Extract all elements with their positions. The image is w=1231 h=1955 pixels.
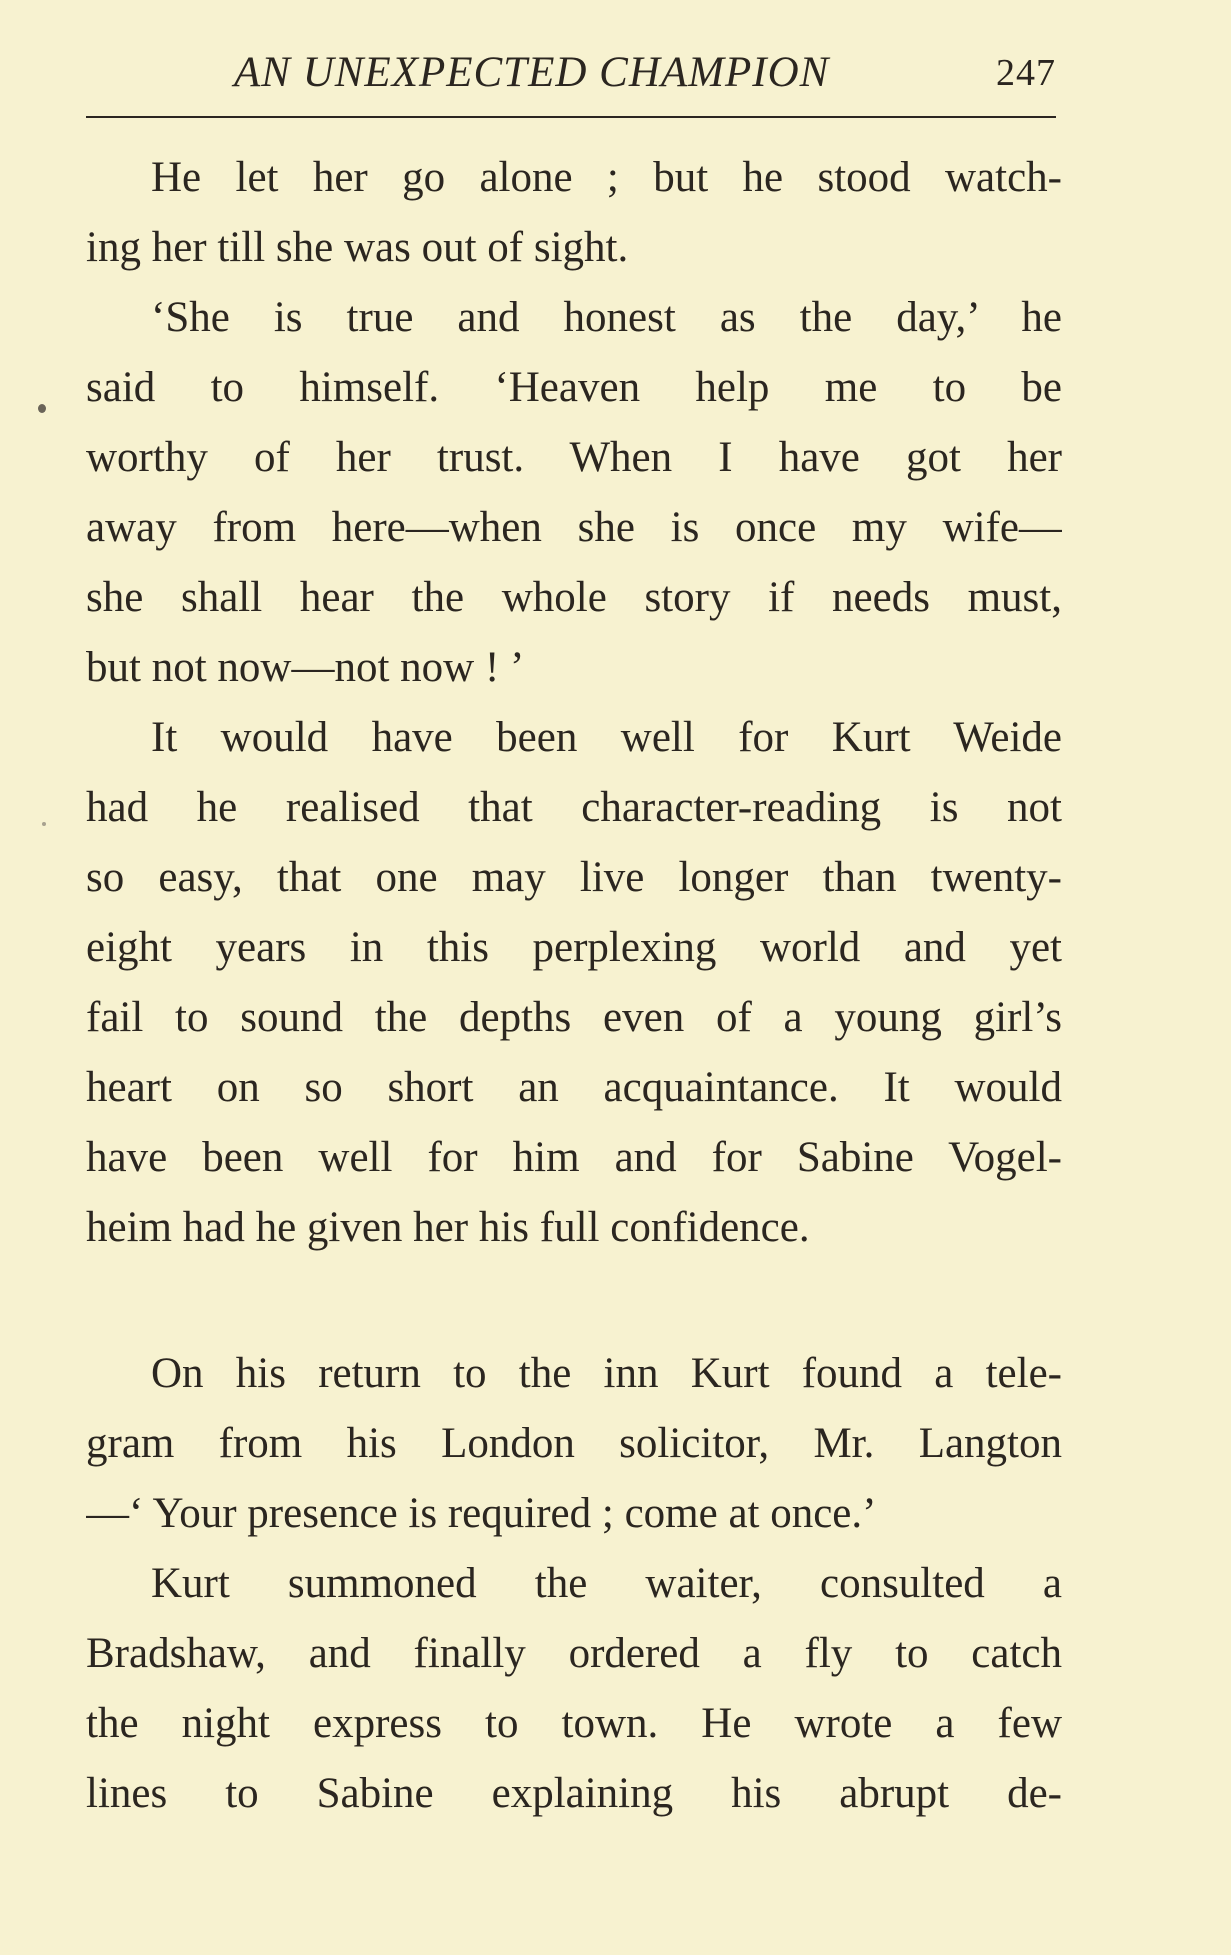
text-line: —‘ Your presence is required ; come at once.’ <box>86 1490 877 1537</box>
text-line: It would have been well for Kurt Weide <box>151 714 1062 761</box>
text-line: eight years in this perplexing world and yet <box>86 924 1062 971</box>
text-line: have been well for him and for Sabine Vogel- <box>86 1134 1062 1181</box>
running-head <box>86 48 1056 100</box>
text-line: away from here—when she is once my wife— <box>86 504 1062 551</box>
text-line: heim had he given her his full confidence. <box>86 1204 810 1251</box>
text-line: ing her till she was out of sight. <box>86 224 629 271</box>
text-line: but not now—not now ! ’ <box>86 644 525 691</box>
text-line: fail to sound the depths even of a young girl’s <box>86 994 1062 1041</box>
text-line: gram from his London solicitor, Mr. Langton <box>86 1420 1062 1467</box>
text-line: the night express to town. He wrote a few <box>86 1700 1062 1747</box>
text-line: He let her go alone ; but he stood watch- <box>151 154 1062 201</box>
text-line: she shall hear the whole story if needs must, <box>86 574 1062 621</box>
text-line: ‘She is true and honest as the day,’ he <box>151 294 1062 341</box>
running-title: AN UNEXPECTED CHAMPION <box>234 49 830 96</box>
text-line: so easy, that one may live longer than twenty- <box>86 854 1062 901</box>
ink-speck <box>42 822 46 826</box>
text-line: lines to Sabine explaining his abrupt de- <box>86 1770 1062 1817</box>
page-number: 247 <box>996 52 1056 94</box>
text-line: worthy of her trust. When I have got her <box>86 434 1062 481</box>
header-rule <box>86 116 1056 118</box>
text-line: heart on so short an acquaintance. It would <box>86 1064 1062 1111</box>
text-line: had he realised that character-reading is not <box>86 784 1062 831</box>
text-line: Kurt summoned the waiter, consulted a <box>151 1560 1062 1607</box>
text-line: said to himself. ‘Heaven help me to be <box>86 364 1062 411</box>
text-line: On his return to the inn Kurt found a tele- <box>151 1350 1062 1397</box>
text-line: Bradshaw, and finally ordered a fly to catch <box>86 1630 1062 1677</box>
ink-speck <box>38 404 46 413</box>
